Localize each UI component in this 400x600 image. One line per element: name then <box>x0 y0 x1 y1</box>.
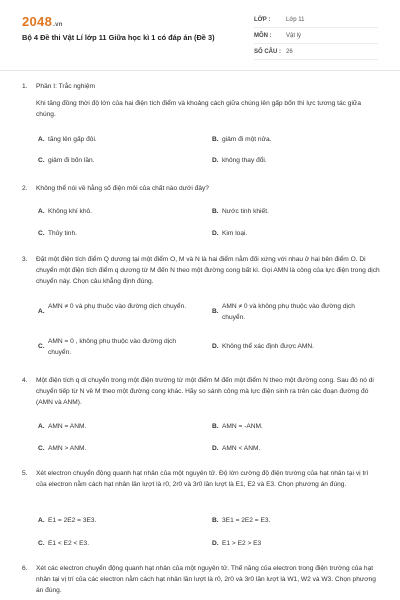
meta-value: Vật lý <box>286 32 302 39</box>
option-letter: B. <box>212 423 219 430</box>
option-text: Nước tinh khiết. <box>222 208 269 215</box>
option-letter: D. <box>212 445 219 452</box>
option-letter: B. <box>212 208 219 215</box>
option-text: AMN < ANM. <box>222 445 261 452</box>
meta-label: SỐ CÂU : <box>254 48 281 55</box>
question-1 <box>22 98 380 120</box>
option-letter: A. <box>38 517 45 524</box>
question-number: 6. <box>22 565 28 572</box>
option-letter: C. <box>38 157 45 164</box>
option-letter: C. <box>38 445 45 452</box>
meta-value: Lớp 11 <box>286 16 305 23</box>
question-number: 3. <box>22 256 28 263</box>
option-text: Không thể xác định được AMN. <box>222 343 314 350</box>
option-text: E1 = 2E2 = 3E3. <box>48 517 97 524</box>
option-text: AMN > ANM. <box>48 445 87 452</box>
option-letter: D. <box>212 540 219 547</box>
question-number: 5. <box>22 470 28 477</box>
option-letter: C. <box>38 230 45 237</box>
question-5 <box>22 468 380 490</box>
question-6 <box>22 563 380 596</box>
option-text: không thay đổi. <box>222 157 267 164</box>
part-number: 1. <box>22 83 28 90</box>
site-logo[interactable] <box>22 14 63 29</box>
option-letter: C. <box>38 343 45 350</box>
option-text: AMN = 0 , không phụ thuộc vào đường dịch chuyển. <box>48 338 177 356</box>
option-text: giảm đi một nửa. <box>222 136 272 143</box>
document-title: Bộ 4 Đề thi Vật Lí lớp 11 Giữa học kì 1 có đáp án (Đề 3) <box>22 33 215 42</box>
option-text: tăng lên gấp đôi. <box>48 136 97 143</box>
option-text: Thủy tinh. <box>48 230 77 237</box>
logo-suffix: .vn <box>53 22 63 28</box>
option-text: AMN = ANM. <box>48 423 87 430</box>
question-text: Xét electron chuyển động quanh hạt nhân của một nguyên tử. Độ lớn cường độ điện trường của hạt nhân tại vị trí của electron nằm cách hạt nhân lần lượt là r0, 2r0 và 3r0 lần lượt là E1, E2 và E3. Chọn phương án đúng. <box>36 470 369 488</box>
document-header <box>0 0 400 71</box>
option-letter: D. <box>212 343 219 350</box>
meta-label: MÔN : <box>254 32 272 39</box>
meta-value: 26 <box>286 48 293 55</box>
question-text: Không thể nói về hằng số điện môi của chất nào dưới đây? <box>36 185 209 192</box>
meta-row-count <box>254 44 378 60</box>
option-letter: A. <box>38 208 45 215</box>
meta-table <box>254 12 378 60</box>
question-text: Khi tăng đồng thời độ lớn của hai điện tích điểm và khoảng cách giữa chúng lên gấp bốn thì lực tương tác giữa chúng. <box>36 100 361 118</box>
option-text: Không khí khô. <box>48 208 92 215</box>
question-number: 4. <box>22 377 28 384</box>
logo-text: 2048 <box>22 14 53 29</box>
option-text: Kim loại. <box>222 230 248 237</box>
option-text: giảm đi bốn lần. <box>48 157 95 164</box>
option-text: E1 < E2 < E3. <box>48 540 90 547</box>
option-letter: A. <box>38 423 45 430</box>
option-text: AMN ≠ 0 và không phụ thuộc vào đường dịch chuyển. <box>222 303 355 321</box>
option-text: AMN ≠ 0 và phụ thuộc vào đường dịch chuyển. <box>48 303 187 310</box>
option-letter: D. <box>212 230 219 237</box>
question-text: Một điện tích q di chuyển trong một điện trường từ một điểm M đến một điểm N theo một đường cong. Sau đó nó di chuyển tiếp từ N về M theo một đường cong khác. Hãy so sánh công mà lực điện sinh ra trên các đoạn đường đó (AMN và ANM). <box>36 377 374 406</box>
part-heading <box>22 81 380 92</box>
option-letter: B. <box>212 308 219 315</box>
option-text: E1 > E2 > E3 <box>222 540 262 547</box>
option-letter: D. <box>212 157 219 164</box>
question-number: 2. <box>22 185 28 192</box>
meta-label: LỚP : <box>254 16 271 23</box>
option-letter: B. <box>212 136 219 143</box>
question-4 <box>22 375 380 408</box>
question-3 <box>22 254 380 287</box>
option-letter: A. <box>38 308 45 315</box>
option-letter: C. <box>38 540 45 547</box>
option-text: 3E1 = 2E2 = E3. <box>222 517 271 524</box>
question-2 <box>22 183 380 194</box>
question-text: Đặt một điện tích điểm Q dương tại một điểm O, M và N là hai điểm nằm đối xứng với nhau ở hai bên điểm O. Di chuyển một điện tích điểm q dương từ M đến N theo một đường cong bất kì. Gọi AMN là công của lực điện trong dịch chuyển này. Chọn câu khẳng định đúng. <box>36 256 380 285</box>
part-title: Phần I: Trắc nghiệm <box>36 83 96 90</box>
meta-row-class <box>254 12 378 28</box>
question-text: Xét các electron chuyển động quanh hạt nhân của một nguyên tử. Thế năng của electron trong điện trường của hạt nhân tại vị trí của các electron nằm cách hạt nhân lần lượt là r0, 2r0 và 3r0 lần lượt là W1, W2 và W3. Chọn phương án đúng. <box>36 565 376 594</box>
meta-row-subject <box>254 28 378 44</box>
option-letter: A. <box>38 136 45 143</box>
option-letter: B. <box>212 517 219 524</box>
option-text: AMN = -ANM. <box>222 423 263 430</box>
